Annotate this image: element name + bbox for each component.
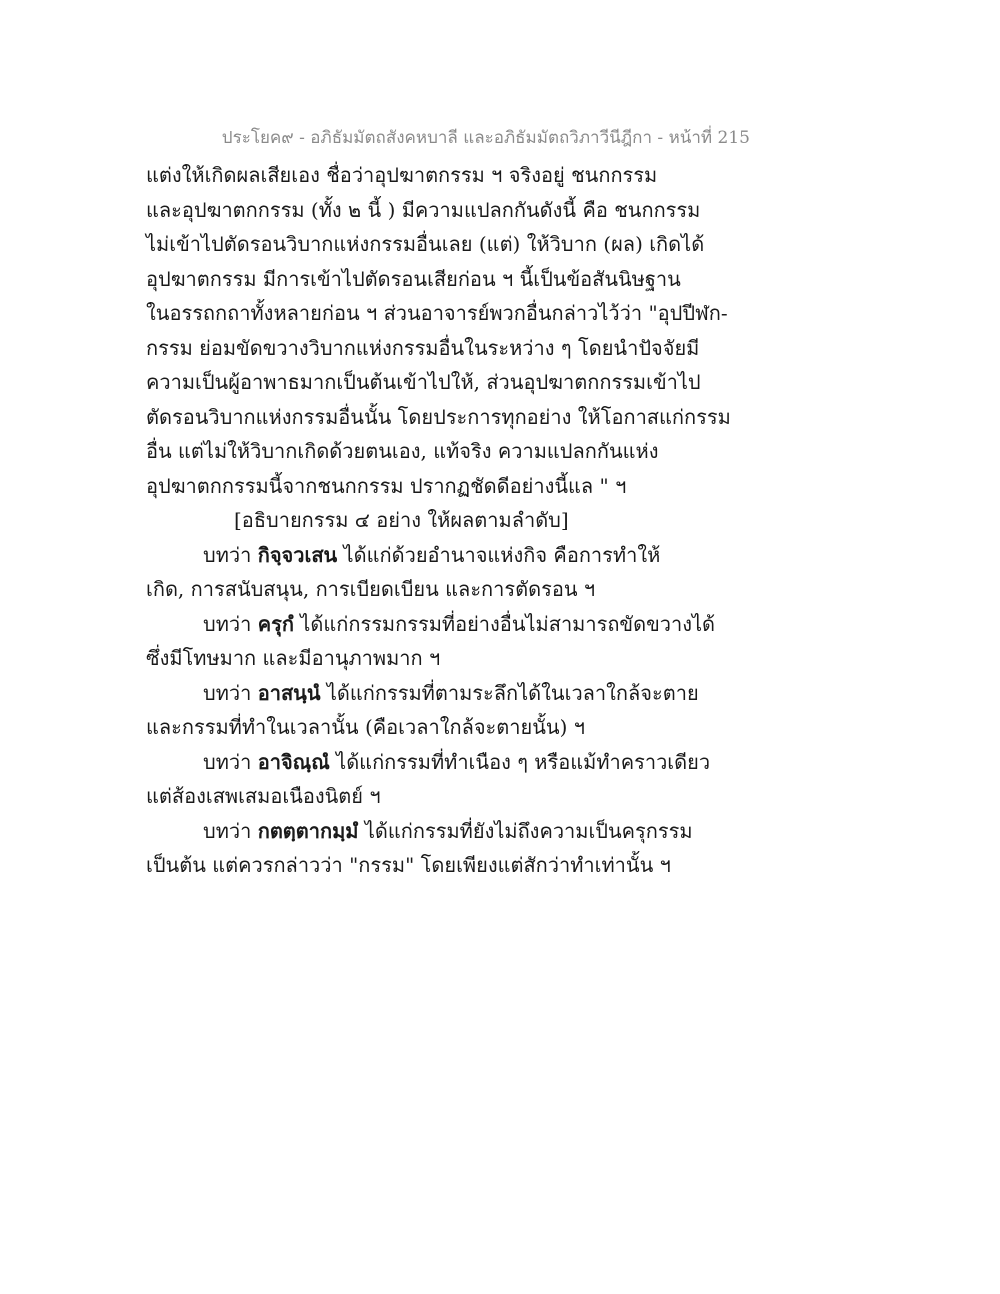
pali-term: กิจฺจวเสน — [257, 542, 338, 567]
entry-continuation: เกิด, การสนับสนุน, การเบียดเบียน และการตัดรอน ฯ — [146, 577, 596, 601]
entry-lead: บทว่า — [203, 542, 258, 567]
text-line: อุปฆาตกกรรมนี้จากชนกกรรม ปรากฏชัดดีอย่างนี้แล " ฯ — [146, 473, 627, 498]
entry-line — [146, 814, 746, 849]
pali-term: อาจิณฺณํ — [257, 749, 330, 774]
text-line: และอุปฆาตกกรรม (ทั้ง ๒ นี้ ) มีความแปลกกันดังนี้ คือ ชนกกรรม — [146, 197, 701, 222]
entry-continuation: แต่ส้องเสพเสมอเนืองนิตย์ ฯ — [146, 784, 381, 808]
entry-lead: บทว่า — [203, 611, 258, 636]
entry-text: ได้แก่กรรมที่ยังไม่ถึงความเป็นครุกรรม — [358, 818, 693, 843]
entry-line — [146, 676, 746, 711]
running-header: ประโยค๙ - อภิธัมมัตถสังคหบาลี และอภิธัมมัตถวิภาวีนีฎีกา - หน้าที่ 215 — [221, 128, 750, 148]
text-line: อุปฆาตกรรม มีการเข้าไปตัดรอนเสียก่อน ฯ นี้เป็นข้อสันนิษฐาน — [146, 266, 681, 291]
text-line: อื่น แต่ไม่ให้วิบากเกิดด้วยตนเอง, แท้จริง ความแปลกกันแห่ง — [146, 439, 659, 463]
entry-continuation: และกรรมที่ทำในเวลานั้น (คือเวลาใกล้จะตายนั้น) ฯ — [146, 715, 585, 739]
entry-text: ได้แก่กรรมที่ทำเนือง ๆ หรือแม้ทำคราวเดียว — [329, 749, 711, 774]
text-line: ในอรรถกถาทั้งหลายก่อน ฯ ส่วนอาจารย์พวกอื่นกล่าวไว้ว่า "อุปปีฬก- — [146, 301, 728, 325]
entry-continuation: เป็นต้น แต่ควรกล่าวว่า "กรรม" โดยเพียงแต่สักว่าทำเท่านั้น ฯ — [146, 853, 671, 877]
text-line: แต่งให้เกิดผลเสียเอง ชื่อว่าอุปฆาตกรรม ฯ จริงอยู่ ชนกกรรม — [146, 163, 658, 187]
body-text — [146, 158, 746, 883]
text-line: ตัดรอนวิบากแห่งกรรมอื่นนั้น โดยประการทุกอย่าง ให้โอกาสแก่กรรม — [146, 404, 731, 429]
text-line: ไม่เข้าไปตัดรอนวิบากแห่งกรรมอื่นเลย (แต่) ให้วิบาก (ผล) เกิดได้ — [146, 232, 705, 256]
pali-term: อาสนฺนํ — [257, 680, 321, 705]
entry-lead: บทว่า — [203, 680, 258, 705]
entry-line — [146, 745, 746, 780]
text-line: ความเป็นผู้อาพาธมากเป็นต้นเข้าไปให้, ส่วนอุปฆาตกกรรมเข้าไป — [146, 370, 701, 394]
entry-line — [146, 538, 746, 573]
entry-lead: บทว่า — [203, 749, 258, 774]
entry-continuation: ซึ่งมีโทษมาก และมีอานุภาพมาก ฯ — [146, 646, 441, 670]
entry-lead: บทว่า — [203, 818, 258, 843]
pali-term: ครุกํ — [257, 611, 294, 636]
entry-text: ได้แก่กรรมกรรมที่อย่างอื่นไม่สามารถขัดขวางได้ — [293, 611, 716, 636]
text-line: กรรม ย่อมขัดขวางวิบากแห่งกรรมอื่นในระหว่าง ๆ โดยนำปัจจัยมี — [146, 335, 700, 360]
entry-line — [146, 607, 746, 642]
entry-text: ได้แก่ด้วยอำนาจแห่งกิจ คือการทำให้ — [337, 542, 661, 567]
section-heading: [อธิบายกรรม ๔ อย่าง ให้ผลตามลำดับ] — [234, 508, 569, 532]
pali-term: กตตฺตากมฺมํ — [257, 818, 359, 843]
entry-text: ได้แก่กรรมที่ตามระลึกได้ในเวลาใกล้จะตาย — [320, 680, 699, 705]
